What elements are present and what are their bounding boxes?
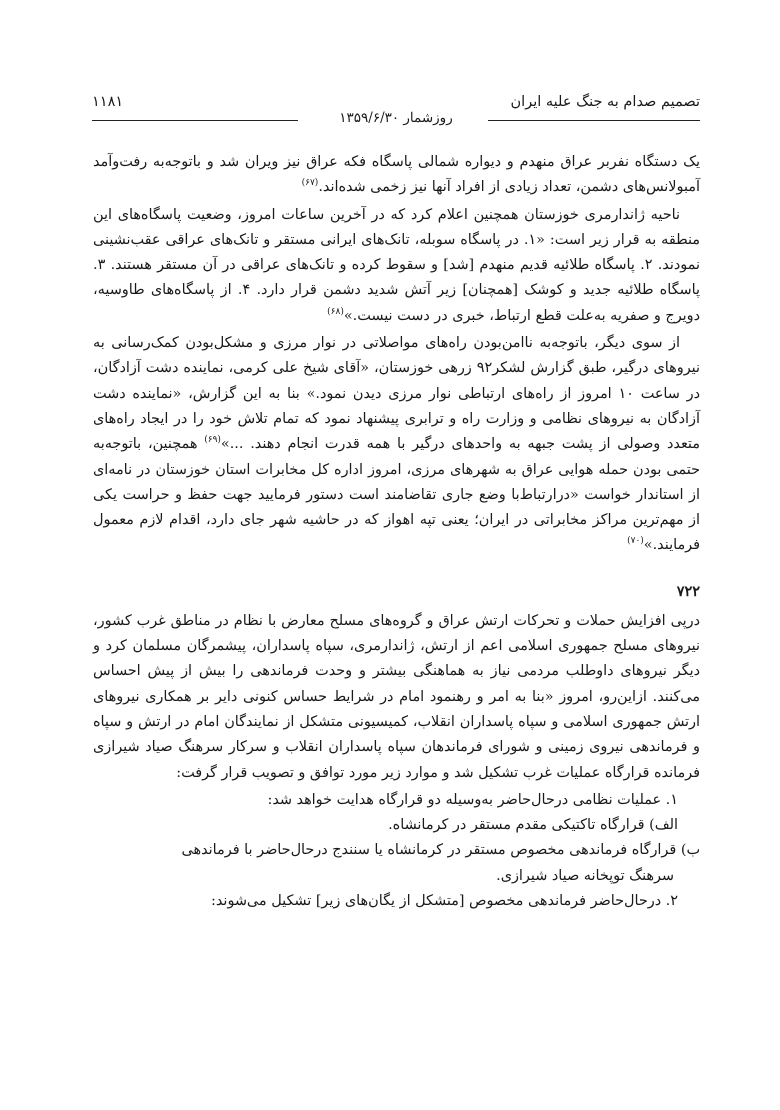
page-number: ۱۱۸۱ <box>92 94 124 110</box>
footnote-ref: (۶۸) <box>327 306 344 317</box>
paragraph <box>93 203 700 329</box>
paragraph-text: یک دستگاه نفربر عراق منهدم و دیواره شمالی پاسگاه فکه عراق نیز ویران شد و باتوجه‌به رفت‌وآمد آمبولانس‌های دشمن، تعداد زیادی از افراد آنها نیز زخمی شده‌اند. <box>93 154 700 196</box>
page-header <box>92 88 700 128</box>
footnote-ref: (۶۹) <box>204 435 221 446</box>
header-rule-right <box>488 120 700 121</box>
list-item-continuation: سرهنگ توپخانه صیاد شیرازی. <box>496 867 674 884</box>
list-item: ۲. درحال‌حاضر فرماندهی مخصوص [متشکل از یگان‌های زیر] تشکیل می‌شوند: <box>211 893 678 910</box>
footnote-ref: (۷۰) <box>627 536 644 547</box>
header-rule-left <box>92 120 298 121</box>
paragraph <box>93 331 700 559</box>
date-label: روزشمار ۱۳۵۹/۶/۳۰ <box>333 110 458 126</box>
footnote-ref: (۶۷) <box>301 178 319 189</box>
list-item: ب) قرارگاه فرماندهی مخصوص مستقر در کرمانشاه یا سنندج درحال‌حاضر با فرماندهی <box>181 842 700 859</box>
paragraph-text: از سوی دیگر، باتوجه‌به ناامن‌بودن راه‌های مواصلاتی در نوار مرزی و مشکل‌بودن کمک‌رسانی به نیروهای درگیر، طبق گزارش لشکر۹۲ زرهی خوزستان، «آقای شیخ علی کرمی، نماینده دشت آزادگان، در ساعت ۱۰ امروز از راه‌های ارتباطی نوار مرزی دیدن نمود.» بنا به این گزارش، «نماینده دشت آزادگان به نیروهای نظامی و وزارت راه و ترابری پیشنهاد نمود که تمام تلاش خود را در ایجاد راه‌های متعدد وصولی از پشت جبهه به واحدهای درگیر با همه قدرت انجام دهند. ...» <box>93 335 701 453</box>
paragraph <box>93 150 700 201</box>
body-text <box>93 150 700 914</box>
paragraph-text: همچنین، باتوجه‌به حتمی بودن حمله هوایی عراق به شهرهای مرزی، امروز اداره کل مخابرات استان خوزستان در نامه‌ای از استاندار خواست «درارتباط‌با وضع جاری تقاضامند است دستور فرمایید جهت حفظ و حراست یکی از مهم‌ترین مراکز مخابراتی در ایران؛ یعنی تپه اهواز که در حاشیه شهر جای دارد، اقدام لازم معمول فرمایند.» <box>93 436 700 554</box>
section-number: ۷۲۲ <box>676 582 700 600</box>
list-item: ۱. عملیات نظامی درحال‌حاضر به‌وسیله دو قرارگاه هدایت خواهد شد: <box>267 791 678 808</box>
paragraph-text: ناحیه ژاندارمری خوزستان همچنین اعلام کرد که در آخرین ساعات امروز، وضعیت پاسگاه‌های این منطقه به قرار زیر است: «۱. در پاسگاه سوبله، تانک‌های ایرانی مستقر و تانک‌های عراقی عقب‌نشینی نمودند. ۲. پاسگاه طلائیه قدیم منهدم [شد] و سقوط کرده و تانک‌های عراقی در آن مستقر هستند. ۳. پاسگاه طلائیه جدید و کوشک [همچنان] زیر آتش شدید دشمن قرار دارد. ۴. از پاسگاه‌های طاوسیه، دویرج و صفریه به‌علت قطع ارتباط، خبری در دست نیست.» <box>93 206 701 324</box>
paragraph <box>93 609 700 786</box>
list-item: الف) قرارگاه تاکتیکی مقدم مستقر در کرمانشاه. <box>388 817 678 834</box>
book-title: تصمیم صدام به جنگ علیه ایران <box>510 94 700 110</box>
paragraph-text: درپی افزایش حملات و تحرکات ارتش عراق و گروه‌های مسلح معارض با نظام در مناطق غرب کشور، نیروهای مسلح جمهوری اسلامی اعم از ارتش، ژاندارمری، سپاه پاسداران، پیشمرگان مسلمان کرد و دیگر نیروهای داوطلب مردمی نیاز به هماهنگی بیشتر و وحدت فرماندهی را بیش از پیش احساس می‌کنند. ازاین‌رو، امروز «بنا به امر و رهنمود امام در شرایط حساس کنونی دایر بر همکاری نیروهای ارتش جمهوری اسلامی و سپاه پاسداران انقلاب، کمیسیونی متشکل از نمایندگان امام در ارتش و سپاه و فرماندهی نیروی زمینی و شورای فرماندهان سپاه پاسداران انقلاب و سرکار سرهنگ صیاد شیرازی فرمانده قرارگاه عملیات غرب تشکیل شد و موارد زیر مورد توافق و تصویب قرار گرفت: <box>93 612 700 781</box>
